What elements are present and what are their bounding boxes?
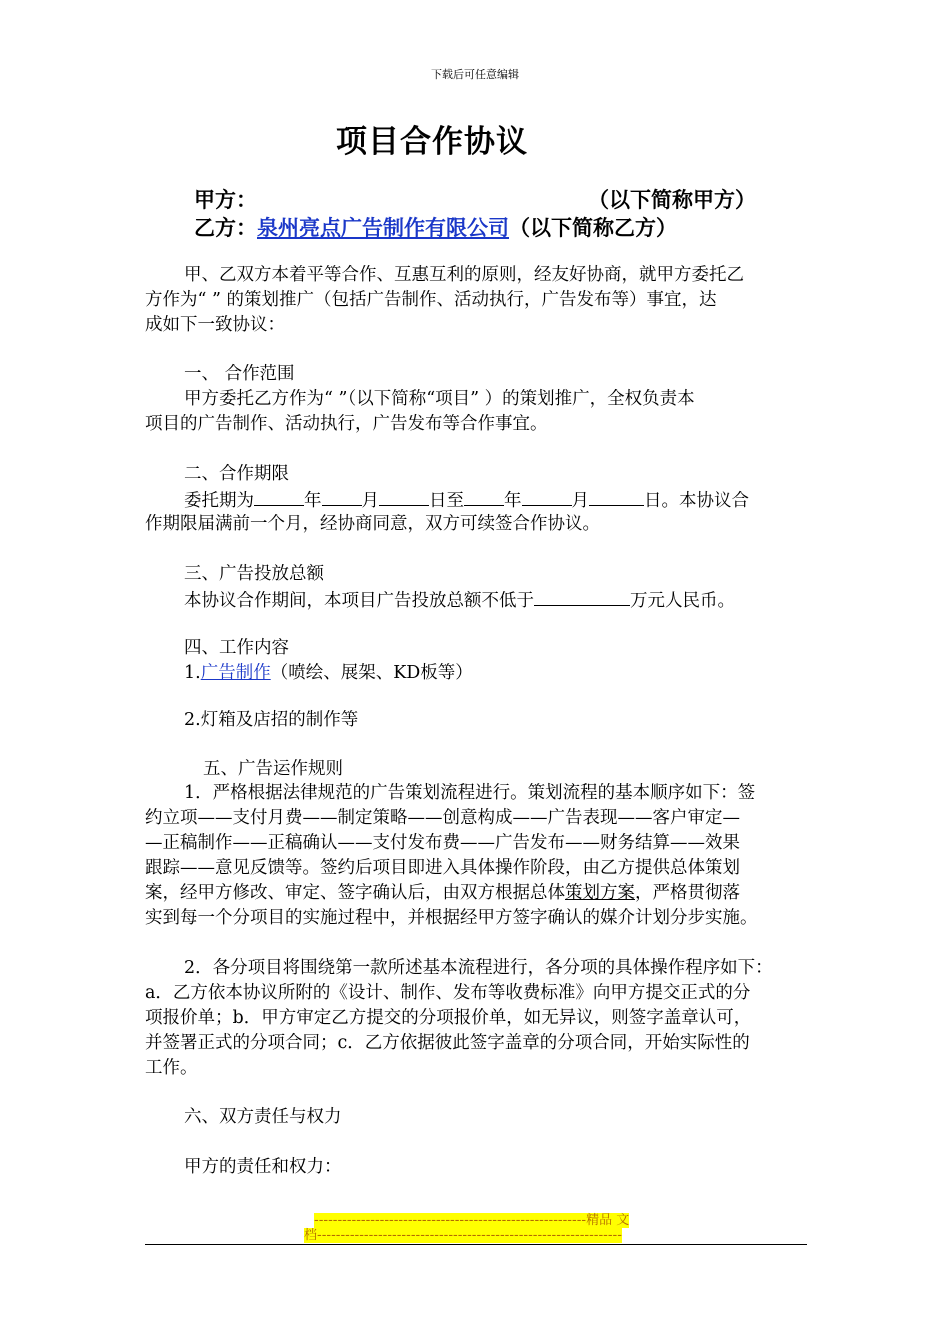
section-6-sub: 甲方的责任和权力： [184,1157,342,1177]
section-4-item-2: 2.灯箱及店招的制作等 [184,710,359,730]
section-5-p1-line-3: —正稿制作——正稿确认——支付发布费——广告发布——财务结算——效果 [145,833,740,853]
section-2-line-2: 作期限届满前一个月，经协商同意，双方可续签合作协议。 [145,514,600,534]
section-4-item-1: 1.广告制作（喷绘、展架、KD板等） [184,663,473,683]
ad-production-link[interactable]: 广告制作 [200,663,271,683]
intro-line-2: 方作为“ ” 的策划推广（包括广告制作、活动执行，广告发布等）事宜，达 [145,290,717,310]
section-5-heading: 五、广告运作规则 [203,759,343,779]
section-1-line-1: 甲方委托乙方作为“ ”（以下简称“项目” ）的策划推广，全权负责本 [184,389,695,409]
section-5-p2-line-2: a．乙方依本协议所附的《设计、制作、发布等收费标准》向甲方提交正式的分 [145,983,751,1003]
blank-month-start[interactable] [322,487,362,506]
blank-year-start[interactable] [254,487,304,506]
section-5-p2-line-4: 并签署正式的分项合同；c．乙方依据彼此签字盖章的分项合同，开始实际性的 [145,1033,750,1053]
blank-amount[interactable] [534,587,630,606]
section-3-heading: 三、广告投放总额 [184,564,324,584]
section-5-p1-line-2: 约立项——支付月费——制定策略——创意构成——广告表现——客户审定— [145,808,740,828]
section-2-heading: 二、合作期限 [184,464,289,484]
document-title: 项目合作协议 [336,124,528,160]
blank-month-end[interactable] [522,487,572,506]
party-b-company-link[interactable]: 泉州亮点广告制作有限公司 [257,216,509,240]
section-2-line-1: 委托期为 年 月 日至 年 月 日。本协议合 [184,487,749,514]
party-a-label: 甲方： [194,188,257,212]
blank-day-start[interactable] [379,487,429,506]
footer-watermark [304,1213,629,1243]
section-5-p1-line-5: 案，经甲方修改、审定、签字确认后，由双方根据总体策划方案，严格贯彻落 [145,883,740,903]
section-4-heading: 四、工作内容 [184,638,289,658]
section-5-p2-line-5: 工作。 [145,1058,198,1078]
section-5-p1-line-4: 跟踪——意见反馈等。签约后项目即进入具体操作阶段，由乙方提供总体策划 [145,858,740,878]
section-5-p2-line-3: 项报价单；b．甲方审定乙方提交的分项报价单，如无异议，则签字盖章认可， [145,1008,752,1028]
section-3-line: 本协议合作期间，本项目广告投放总额不低于 万元人民币。 [184,587,735,614]
section-5-p2-line-1: 2．各分项目将围绕第一款所述基本流程进行，各分项的具体操作程序如下： [184,958,773,978]
footer-line-2: 档----------------------------------------------------------------- [304,1228,622,1243]
section-1-line-2: 项目的广告制作、活动执行，广告发布等合作事宜。 [145,414,548,434]
blank-year-end[interactable] [464,487,504,506]
blank-day-end[interactable] [589,487,644,506]
footer-line-1: ----------------------------------------------------------精品 文 [314,1213,630,1228]
party-b-line [194,212,677,242]
party-b-label: 乙方： [194,216,257,240]
plan-underlined: 策划方案 [565,883,635,903]
section-1-heading: 一、 合作范围 [184,364,295,384]
section-5-p1-line-1: 1．严格根据法律规范的广告策划流程进行。策划流程的基本顺序如下：签 [184,783,756,803]
section-5-p1-line-6: 实到每一个分项目的实施过程中，并根据经甲方签字确认的媒介计划分步实施。 [145,908,758,928]
footer-divider [145,1244,807,1245]
section-6-heading: 六、双方责任与权力 [184,1107,342,1127]
intro-line-3: 成如下一致协议： [145,315,285,335]
download-note: 下载后可任意编辑 [431,68,519,81]
intro-line-1: 甲、乙双方本着平等合作、互惠互利的原则，经友好协商，就甲方委托乙 [184,265,744,285]
party-b-note: （以下简称乙方） [509,216,677,240]
party-a-note: （以下简称甲方） [588,188,756,212]
